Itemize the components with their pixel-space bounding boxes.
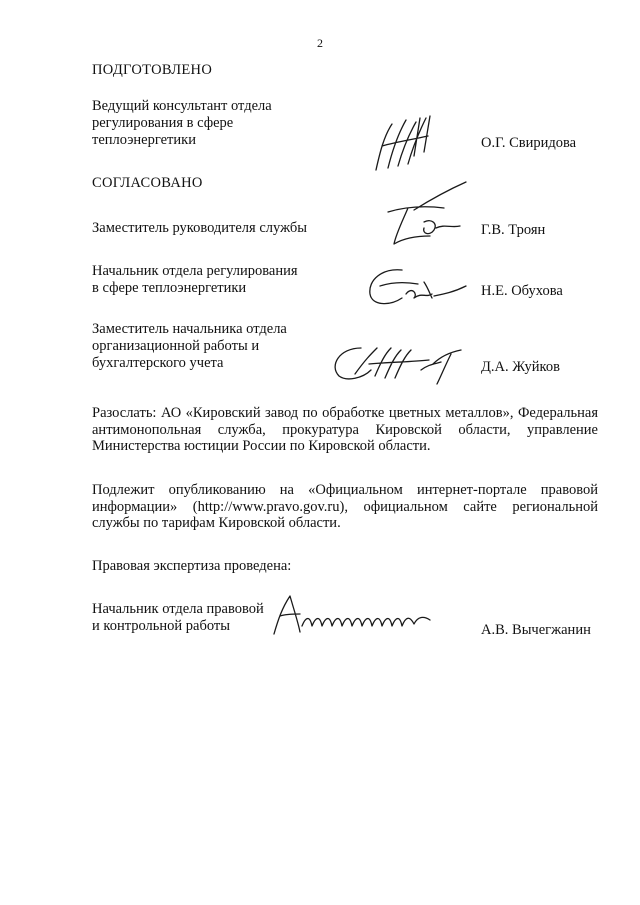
signer-3-name: Д.А. Жуйков [481, 359, 560, 375]
agreed-heading: СОГЛАСОВАНО [92, 175, 203, 191]
distribution-paragraph: Разослать: АО «Кировский завод по обработке цветных металлов», Федеральная антимонопольная служба, прокуратура Кировской области, управление Министерства юстиции России по Кировской области. [92, 405, 598, 454]
signer-2-position-line-2: в сфере теплоэнергетики [92, 280, 247, 296]
signer-2-name: Н.Е. Обухова [481, 283, 563, 299]
signature-obukhova [362, 264, 472, 310]
signer-1-position-line-1: Заместитель руководителя службы [92, 220, 308, 236]
signer-3-position-line-2: организационной работы и [92, 338, 260, 354]
legal-position-line-2: и контрольной работы [92, 618, 230, 634]
prepared-position-line-1: Ведущий консультант отдела [92, 98, 272, 114]
signer-1-name: Г.В. Троян [481, 222, 546, 238]
signature-troyan [378, 178, 478, 250]
page-number: 2 [317, 36, 323, 50]
signer-2-position-line-1: Начальник отдела регулирования [92, 263, 298, 279]
legal-position-line-1: Начальник отдела правовой [92, 601, 264, 617]
signature-zhuykov [325, 340, 465, 388]
signer-3-position-line-3: бухгалтерского учета [92, 355, 224, 371]
publication-paragraph: Подлежит опубликованию на «Официальном интернет-портале правовой информации» (http://www.pravo.gov.ru), официальном сайте региональной службы по тарифам Кировской области. [92, 482, 598, 531]
signer-3-position-line-1: Заместитель начальника отдела [92, 321, 287, 337]
prepared-name: О.Г. Свиридова [481, 135, 577, 151]
signature-sviridova [368, 112, 438, 174]
prepared-heading: ПОДГОТОВЛЕНО [92, 62, 213, 78]
signature-vychegzhanin [268, 586, 438, 640]
prepared-position-line-3: теплоэнергетики [92, 132, 196, 148]
prepared-position-line-2: регулирования в сфере [92, 115, 234, 131]
legal-name: А.В. Вычегжанин [481, 622, 591, 638]
legal-review-statement: Правовая экспертиза проведена: [92, 558, 292, 574]
